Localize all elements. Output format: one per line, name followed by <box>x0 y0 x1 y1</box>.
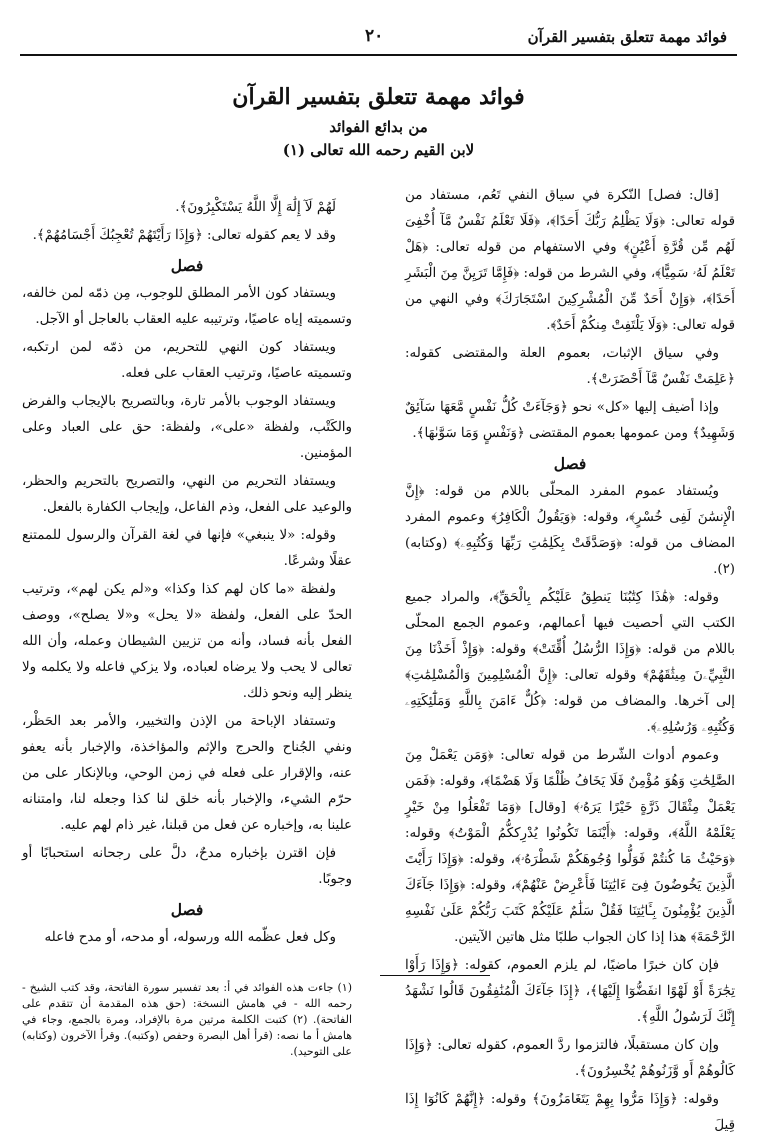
paragraph: فإن اقترن بإخباره مدحٌ، دلَّ على رجحانه استحبابًا أو وجوبًا. <box>22 846 352 887</box>
paragraph: وقوله: ﴿وَإِذَا مَرُّوا بِهِمْ يَتَغَامَزُونَ﴾ وقوله: ﴿إِنَّهُمْ كَانُوٓا إِذَا قِيلَ <box>405 1092 735 1133</box>
paragraph: ويُستفاد عموم المفرد المحلّى باللام من قوله: ﴿إِنَّ الْإِنسَٰنَ لَفِى خُسْرٍ﴾، وقوله: ﴿وَيَقُولُ الْكَافِرُ﴾ وعموم المفرد المضاف من قوله: ﴿وَصَدَّقَتْ بِكَلِمَٰتِ رَبِّهَا وَكُتُبِهِۦ﴾ (وكتابه) (٢). <box>405 484 735 577</box>
paragraph: وكل فعل عظّمه الله ورسوله، أو مدحه، أو مدح فاعله <box>44 930 336 945</box>
document-author: لابن القيم رحمه الله تعالى (١) <box>282 141 475 159</box>
paragraph: وفي سياق الإثبات، بعموم العلة والمقتضى كقوله: ﴿عَلِمَتْ نَفْسٌ مَّآ أَحْضَرَتْ﴾. <box>405 346 735 387</box>
paragraph: وعموم أدوات الشّرط من قوله تعالى: ﴿وَمَن يَعْمَلْ مِنَ الصَّٰلِحَٰتِ وَهُوَ مُؤْمِنٌ فَلَا يَخَافُ ظُلْمًا وَلَا هَضْمًا﴾، وقوله: ﴿فَمَن يَعْمَلْ مِثْقَالَ ذَرَّةٍ خَيْرًا يَرَهُۥ﴾ [وقال] ﴿وَمَا تَفْعَلُوا مِنْ خَيْرٍ يَعْلَمْهُ اللَّهُ﴾، وقوله: ﴿أَيْنَمَا تَكُونُوا يُدْرِككُّمُ الْمَوْتُ﴾ وقوله: ﴿وَحَيْثُ مَا كُنتُمْ فَوَلُّوا وُجُوهَكُمْ شَطْرَهُۥ﴾، وقوله: ﴿وَإِذَا رَأَيْتَ الَّذِينَ يَخُوضُونَ فِىٓ ءَايَٰتِنَا فَأَعْرِضْ عَنْهُمْ﴾، وقوله: ﴿وَإِذَا جَآءَكَ الَّذِينَ يُؤْمِنُونَ بِـَٔايَٰتِنَا فَقُلْ سَلَٰمٌ عَلَيْكُمْ كَتَبَ رَبُّكُمْ عَلَىٰ نَفْسِهِ الرَّحْمَةَ﴾ هذا إذا كان الجواب طلبًا مثل هاتين الآيتين. <box>405 748 735 945</box>
paragraph: وإن كان مستقبلًا، فالتزموا ردَّ العموم، كقوله تعالى: ﴿وَإِذَا كَالُوهُمْ أَو وَّزَنُوهُمْ يُخْسِرُونَ﴾. <box>405 1038 735 1079</box>
paragraph: ويستفاد التحريم من النهي، والتصريح بالتحريم والحظر، والوعيد على الفعل، وذم الفاعل، وإيجاب الكفارة بالفعل. <box>22 474 352 515</box>
paragraph: ويستفاد الوجوب بالأمر تارة، وبالتصريح بالإيجاب والفرض والكَتْب، ولفظة «على»، ولفظة: حق على العباد وعلى المؤمنين. <box>22 394 352 461</box>
paragraph: ويستفاد كون الأمر المطلق للوجوب، مِن ذمّه لمن خالفه، وتسميته إياه عاصيًا، وترتيبه عليه العقاب بالعاجل أو الآجل. <box>22 286 352 327</box>
right-column <box>405 183 735 1141</box>
page-number: ٢٠ <box>365 26 384 46</box>
left-column <box>22 195 352 953</box>
paragraph: وإذا أضيف إليها «كل» نحو ﴿وَجَآءَتْ كُلُّ نَفْسٍ مَّعَهَا سَآئِقٌ وَشَهِيدٌ﴾ ومن عمومها بعموم المقتضى ﴿وَنَفْسٍ وَمَا سَوَّىٰهَا﴾. <box>405 400 735 441</box>
paragraph: وقد لا يعم كقوله تعالى: ﴿وَإِذَا رَأَيْتَهُمْ تُعْجِبُكَ أَجْسَامُهُمْ﴾. <box>32 228 336 243</box>
paragraph: وتستفاد الإباحة من الإذن والتخيير، والأمر بعد الحَظْر، ونفي الجُناح والحرج والإثم والمؤاخذة، والإخبار بأنه يعفو عنه، والإقرار على فعله في زمن الوحي، وبالإنكار على من حرّم الشيء، والإخبار بأنه خلق لنا كذا وجعله لنا، وامتنانه علينا به، وإخباره عن فعل من قبلنا، غير ذام لهم عليه. <box>22 714 352 833</box>
running-header <box>20 22 737 56</box>
paragraph: فإن كان خبرًا ماضيًا، لم يلزم العموم، كقوله: ﴿وَإِذَا رَأَوْا تِجَٰرَةً أَوْ لَهْوًا انفَضُّوٓا إِلَيْهَا﴾، ﴿إِذَا جَآءَكَ الْمُنَٰفِقُونَ قَالُوا نَشْهَدُ إِنَّكَ لَرَسُولُ اللَّهِ﴾. <box>405 958 735 1025</box>
section-heading: فصل <box>170 900 204 919</box>
running-title: فوائد مهمة تتعلق بتفسير القرآن <box>527 28 727 46</box>
section-heading: فصل <box>553 454 587 473</box>
paragraph: لَهُمْ لَآ إِلَٰهَ إِلَّا اللَّهُ يَسْتَكْبِرُونَ﴾. <box>175 200 336 215</box>
paragraph: [قال: فصل] النّكرة في سياق النفي تَعُم، مستفاد من قوله تعالى: ﴿وَلَا يَظْلِمُ رَبُّكَ أَحَدًا﴾، ﴿فَلَا تَعْلَمُ نَفْسٌ مَّآ أُخْفِىَ لَهُم مِّن قُرَّةِ أَعْيُنٍ﴾ وفي الاستفهام من قوله تعالى: ﴿هَلْ تَعْلَمُ لَهُۥ سَمِيًّا﴾، وفي الشرط من قوله: ﴿فَإِمَّا تَرَيِنَّ مِنَ الْبَشَرِ أَحَدًا﴾، ﴿وَإِنْ أَحَدٌ مِّنَ الْمُشْرِكِينَ اسْتَجَارَكَ﴾ وفي النهي من قوله تعالى: ﴿وَلَا يَلْتَفِتْ مِنكُمْ أَحَدٌ﴾. <box>405 188 735 333</box>
section-heading: فصل <box>170 256 204 275</box>
paragraph: ولفظة «ما كان لهم كذا وكذا» و«لم يكن لهم»، وترتيب الحدّ على الفعل، ولفظة «لا يحل» و«لا يصلح»، ووصف الفعل بأنه فساد، وأنه من تزيين الشيطان وعمله، وأن الله تعالى لا يحب ولا يرضاه لعباده، ولا يزكي فاعله ولا يكلمه ولا ينظر إليه ونحو ذلك. <box>22 582 352 701</box>
paragraph: وقوله: «لا ينبغي» فإنها في لغة القرآن والرسول للممتنع عقلًا وشرعًا. <box>22 528 352 569</box>
paragraph: ويستفاد كون النهي للتحريم، من ذمّه لمن ارتكبه، وتسميته عاصيًا، وترتيب العقاب على فعله. <box>22 340 352 381</box>
header-rule <box>20 54 737 56</box>
paragraph: وقوله: ﴿هَٰذَا كِتَٰبُنَا يَنطِقُ عَلَيْكُم بِالْحَقِّ﴾، والمراد جميع الكتب التي أحصيت فيها أعمالهم، وعموم الجمع المحلّى باللام من قوله: ﴿وَإِذَا الرُّسُلُ أُقِّتَتْ﴾ وقوله: ﴿وَإِذْ أَخَذْنَا مِنَ النَّبِيِّۦنَ مِيثَٰقَهُمْ﴾ وقوله تعالى: ﴿إِنَّ الْمُسْلِمِينَ وَالْمُسْلِمَٰتِ﴾ إلى آخرها. والمضاف من قوله: ﴿كُلٌّ ءَامَنَ بِاللَّهِ وَمَلَٰٓئِكَتِهِۦ وَكُتُبِهِۦ وَرُسُلِهِۦ﴾. <box>405 590 735 735</box>
footnotes: (١) جاءت هذه الفوائد في أ: بعد تفسير سورة الفاتحة، وقد كتب الشيخ - رحمه الله - في هامش النسخة: (حق هذه المقدمة أن تتقدم على الفاتحة). (٢) كتبت الكلمة مرتين مرة بالإفراد، ومرة بالجمع، وجاء في هامش أ ما نصه: (قرأ أهل البصرة وحفص (وكتبه). وقرأ الآخرون (وكتابه) على التوحيد). <box>22 981 352 1058</box>
document-subtitle: من بدائع الفوائد <box>329 118 428 136</box>
footnote-rule <box>380 975 490 976</box>
document-title: فوائد مهمة تتعلق بتفسير القرآن <box>232 84 525 110</box>
